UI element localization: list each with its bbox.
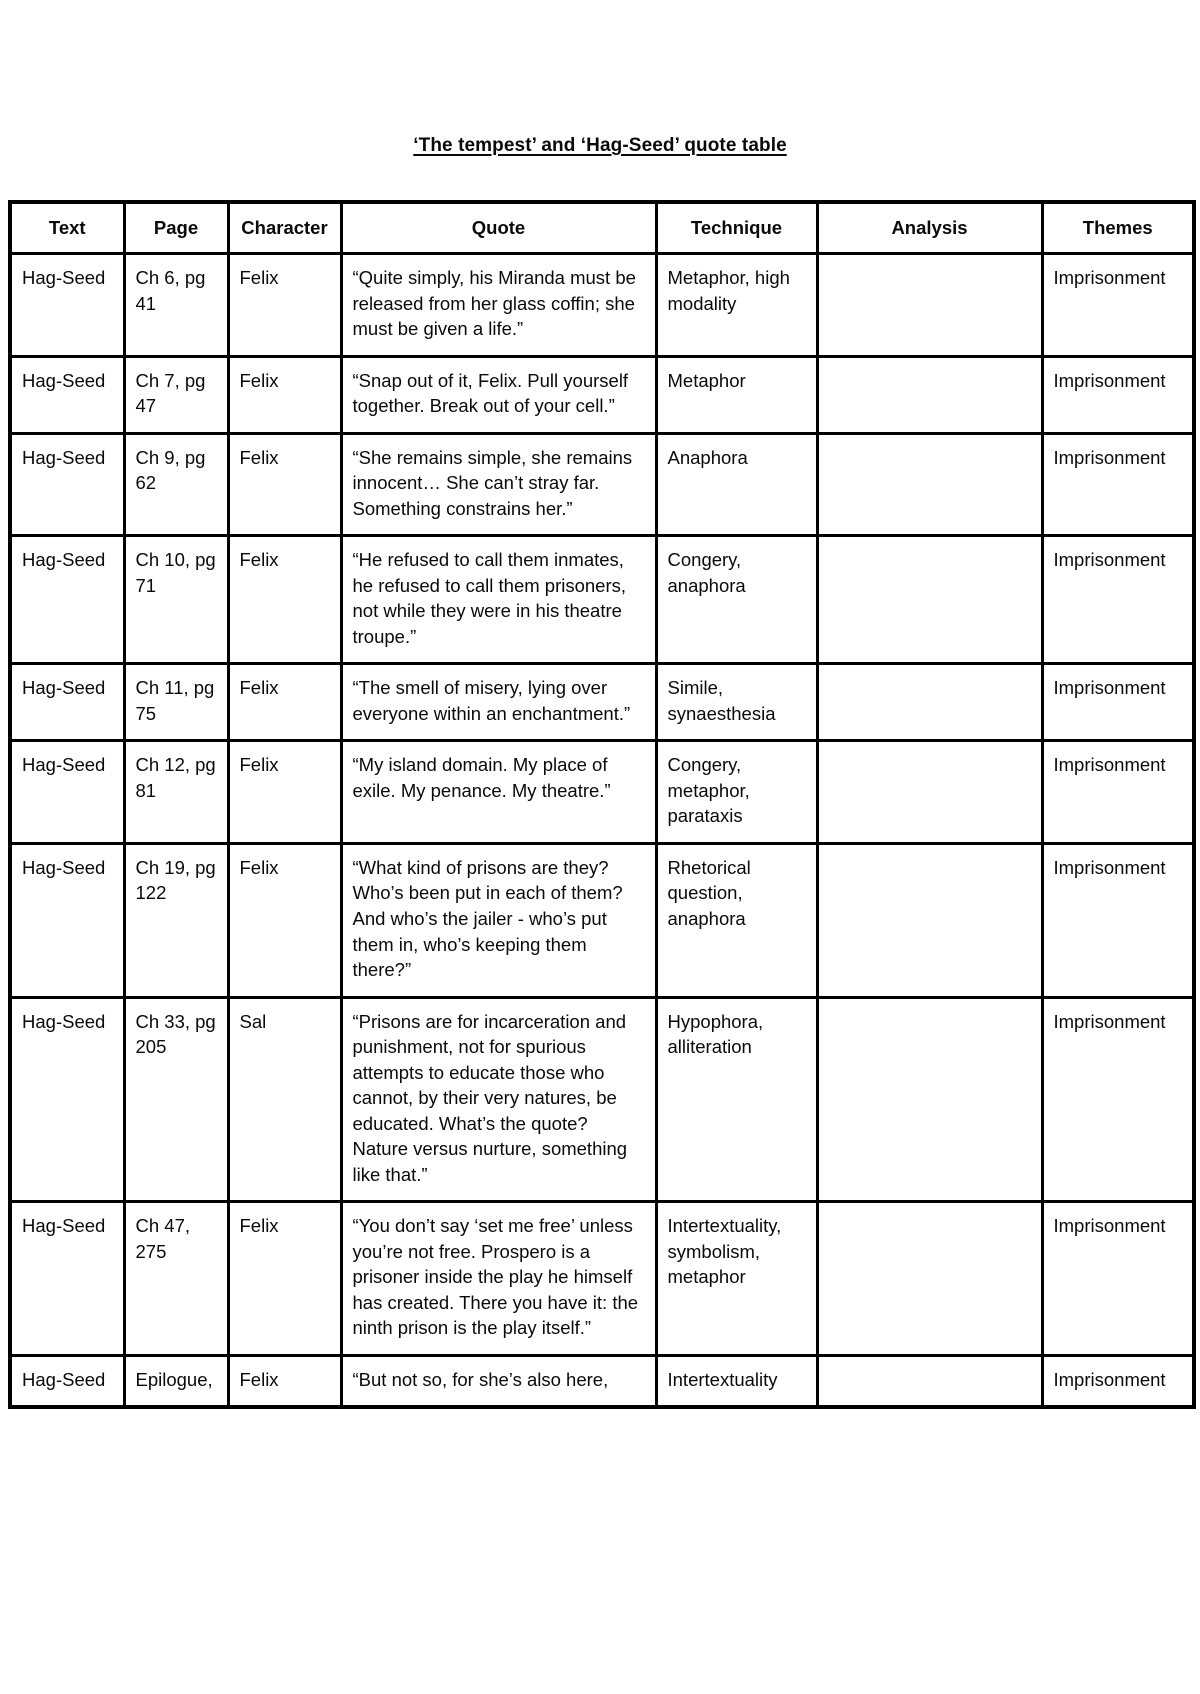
column-header-themes: Themes — [1042, 202, 1194, 254]
cell-themes: Imprisonment — [1042, 254, 1194, 357]
column-header-quote: Quote — [341, 202, 656, 254]
cell-quote: “But not so, for she’s also here, — [341, 1355, 656, 1407]
cell-analysis — [817, 843, 1042, 997]
cell-technique: Anaphora — [656, 433, 817, 536]
cell-analysis — [817, 664, 1042, 741]
cell-technique: Intertextuality — [656, 1355, 817, 1407]
cell-text: Hag-Seed — [10, 997, 124, 1202]
cell-character: Felix — [228, 536, 341, 664]
table-row — [10, 1202, 1194, 1356]
cell-themes: Imprisonment — [1042, 1355, 1194, 1407]
cell-themes: Imprisonment — [1042, 741, 1194, 844]
cell-themes: Imprisonment — [1042, 997, 1194, 1202]
table-row — [10, 536, 1194, 664]
cell-character: Felix — [228, 741, 341, 844]
cell-page: Ch 7, pg 47 — [124, 356, 228, 433]
page-title: ‘The tempest’ and ‘Hag-Seed’ quote table — [413, 135, 787, 156]
cell-page: Ch 33, pg 205 — [124, 997, 228, 1202]
cell-themes: Imprisonment — [1042, 664, 1194, 741]
cell-technique: Rhetorical question, anaphora — [656, 843, 817, 997]
cell-themes: Imprisonment — [1042, 356, 1194, 433]
cell-technique: Congery, anaphora — [656, 536, 817, 664]
cell-page: Ch 6, pg 41 — [124, 254, 228, 357]
cell-themes: Imprisonment — [1042, 843, 1194, 997]
cell-text: Hag-Seed — [10, 741, 124, 844]
cell-character: Felix — [228, 1355, 341, 1407]
column-header-analysis: Analysis — [817, 202, 1042, 254]
table-row — [10, 356, 1194, 433]
cell-page: Ch 11, pg 75 — [124, 664, 228, 741]
cell-character: Sal — [228, 997, 341, 1202]
cell-analysis — [817, 1202, 1042, 1356]
column-header-technique: Technique — [656, 202, 817, 254]
cell-themes: Imprisonment — [1042, 1202, 1194, 1356]
cell-character: Felix — [228, 433, 341, 536]
cell-analysis — [817, 536, 1042, 664]
cell-analysis — [817, 741, 1042, 844]
quote-table — [8, 200, 1196, 1409]
cell-technique: Intertextuality, symbolism, metaphor — [656, 1202, 817, 1356]
column-header-page: Page — [124, 202, 228, 254]
cell-page: Ch 12, pg 81 — [124, 741, 228, 844]
cell-text: Hag-Seed — [10, 536, 124, 664]
cell-character: Felix — [228, 254, 341, 357]
cell-text: Hag-Seed — [10, 1202, 124, 1356]
table-row — [10, 664, 1194, 741]
cell-character: Felix — [228, 356, 341, 433]
cell-analysis — [817, 1355, 1042, 1407]
cell-text: Hag-Seed — [10, 433, 124, 536]
cell-text: Hag-Seed — [10, 356, 124, 433]
cell-themes: Imprisonment — [1042, 536, 1194, 664]
table-row — [10, 741, 1194, 844]
cell-quote: “She remains simple, she remains innocent… She can’t stray far. Something constrains her.” — [341, 433, 656, 536]
cell-analysis — [817, 254, 1042, 357]
cell-text: Hag-Seed — [10, 1355, 124, 1407]
cell-character: Felix — [228, 664, 341, 741]
cell-technique: Simile, synaesthesia — [656, 664, 817, 741]
cell-technique: Congery, metaphor, parataxis — [656, 741, 817, 844]
table-body — [10, 254, 1194, 1408]
cell-text: Hag-Seed — [10, 254, 124, 357]
cell-quote: “He refused to call them inmates, he refused to call them prisoners, not while they were in his theatre troupe.” — [341, 536, 656, 664]
cell-technique: Metaphor — [656, 356, 817, 433]
column-header-text: Text — [10, 202, 124, 254]
cell-quote: “Snap out of it, Felix. Pull yourself together. Break out of your cell.” — [341, 356, 656, 433]
cell-themes: Imprisonment — [1042, 433, 1194, 536]
cell-quote: “Quite simply, his Miranda must be released from her glass coffin; she must be given a life.” — [341, 254, 656, 357]
cell-analysis — [817, 997, 1042, 1202]
table-row — [10, 433, 1194, 536]
cell-quote: “Prisons are for incarceration and punishment, not for spurious attempts to educate those who cannot, by their very natures, be educated. What’s the quote? Nature versus nurture, something like that.” — [341, 997, 656, 1202]
cell-page: Ch 19, pg 122 — [124, 843, 228, 997]
cell-page: Ch 9, pg 62 — [124, 433, 228, 536]
cell-text: Hag-Seed — [10, 843, 124, 997]
cell-analysis — [817, 433, 1042, 536]
cell-page: Ch 47, 275 — [124, 1202, 228, 1356]
cell-analysis — [817, 356, 1042, 433]
cell-character: Felix — [228, 843, 341, 997]
cell-quote: “What kind of prisons are they? Who’s been put in each of them? And who’s the jailer - who’s put them in, who’s keeping them there?” — [341, 843, 656, 997]
column-header-character: Character — [228, 202, 341, 254]
cell-technique: Hypophora, alliteration — [656, 997, 817, 1202]
cell-technique: Metaphor, high modality — [656, 254, 817, 357]
header-row — [10, 202, 1194, 254]
cell-page: Epilogue, — [124, 1355, 228, 1407]
cell-quote: “My island domain. My place of exile. My penance. My theatre.” — [341, 741, 656, 844]
table-row — [10, 1355, 1194, 1407]
table-row — [10, 254, 1194, 357]
cell-character: Felix — [228, 1202, 341, 1356]
cell-quote: “The smell of misery, lying over everyone within an enchantment.” — [341, 664, 656, 741]
cell-page: Ch 10, pg 71 — [124, 536, 228, 664]
cell-text: Hag-Seed — [10, 664, 124, 741]
table-row — [10, 843, 1194, 997]
cell-quote: “You don’t say ‘set me free’ unless you’re not free. Prospero is a prisoner inside the play he himself has created. There you have it: the ninth prison is the play itself.” — [341, 1202, 656, 1356]
table-row — [10, 997, 1194, 1202]
